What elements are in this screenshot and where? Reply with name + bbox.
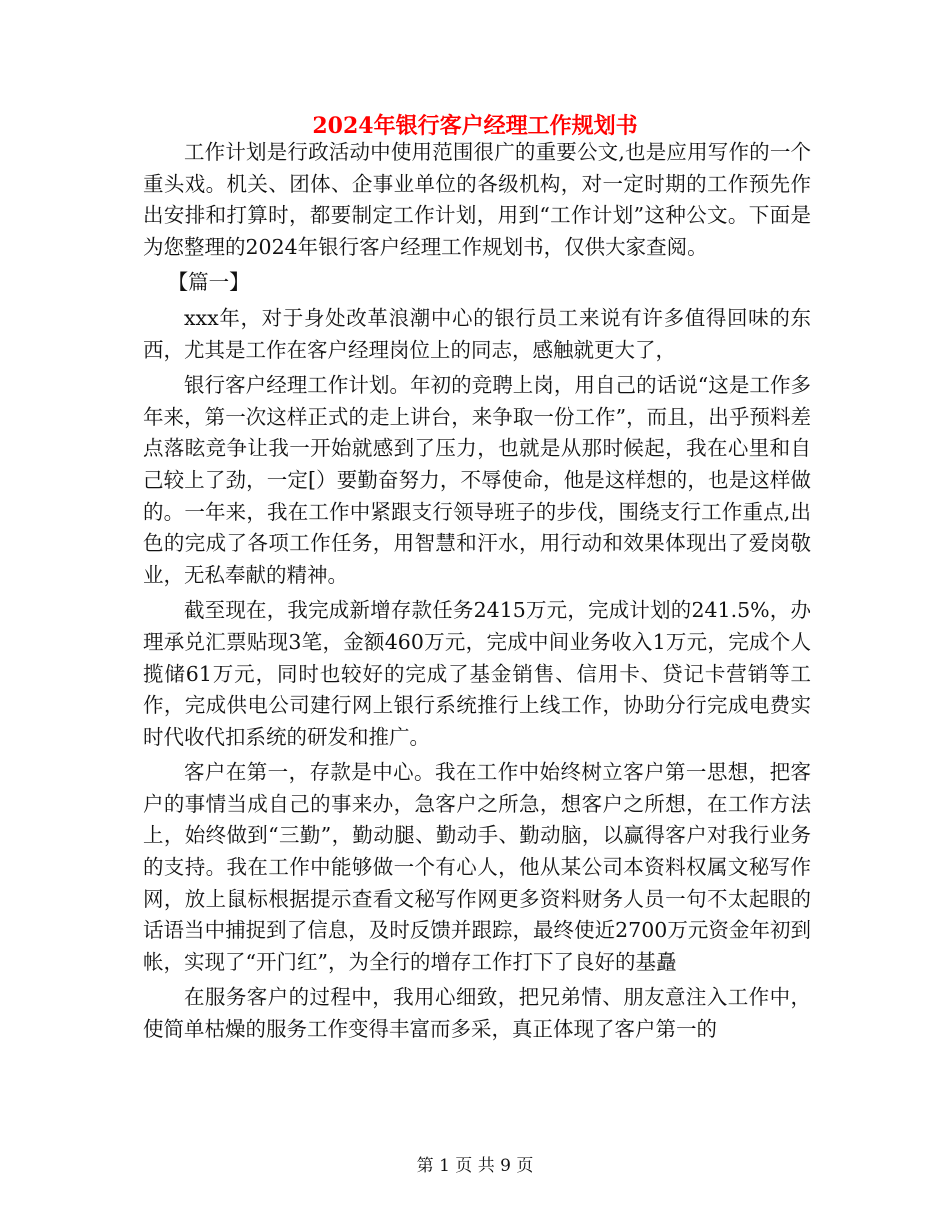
document-body [143,137,811,1050]
body-paragraph: 银行客户经理工作计划。年初的竞聘上岗，用自己的话说“这是工作多年来，第一次这样正式的走上讲台，来争取一份工作”，而且，出乎预料差点落眩竞争让我一开始就感到了压力，也就是从那时候起，我在心里和自己较上了劲，一定[）要勤奋努力，不辱使命，他是这样想的，也是这样做的。一年来，我在工作中紧跟支行领导班子的步伐，围绕支行工作重点,出色的完成了各项工作任务，用智慧和汗水，用行动和效果体现出了爱岗敬业，无私奉献的精神。 [143,373,811,587]
body-paragraph: 客户在第一，存款是中心。我在工作中始终树立客户第一思想，把客户的事情当成自己的事来办，急客户之所急，想客户之所想，在工作方法上，始终做到“三勤”，勤动腿、勤动手、勤动脑，以赢得客户对我行业务的支持。我在工作中能够做一个有心人，他从某公司本资料权属文秘写作网，放上鼠标根据提示查看文秘写作网更多资料财务人员一句不太起眼的话语当中捕捉到了信息，及时反馈并跟踪，最终使近2700万元资金年初到帐，实现了“开门红”，为全行的增存工作打下了良好的基矗 [143,760,811,974]
document-title: 2024年银行客户经理工作规划书 [312,113,638,139]
body-paragraph: 截至现在，我完成新增存款任务2415万元，完成计划的241.5%，办理承兑汇票贴现3笔，金额460万元，完成中间业务收入1万元，完成个人揽储61万元，同时也较好的完成了基金销售、信用卡、贷记卡营销等工作，完成供电公司建行网上银行系统推行上线工作，协助分行完成电费实时代收代扣系统的研发和推广。 [143,598,811,749]
section-heading: 【篇一】 [167,270,250,295]
body-paragraph: 在服务客户的过程中，我用心细致，把兄弟情、朋友意注入工作中，使简单枯燥的服务工作变得丰富而多采，真正体现了客户第一的 [143,985,811,1042]
body-paragraph: xxx年，对于身处改革浪潮中心的银行员工来说有许多值得回味的东西，尤其是工作在客户经理岗位上的同志，感触就更大了， [143,305,811,362]
intro-paragraph: 工作计划是行政活动中使用范围很广的重要公文,也是应用写作的一个重头戏。机关、团体、企事业单位的各级机构，对一定时期的工作预先作出安排和打算时，都要制定工作计划，用到“工作计划”这种公文。下面是为您整理的2024年银行客户经理工作规划书，仅供大家查阅。 [143,140,811,259]
page-number-footer: 第 1 页 共 9 页 [416,1156,534,1176]
